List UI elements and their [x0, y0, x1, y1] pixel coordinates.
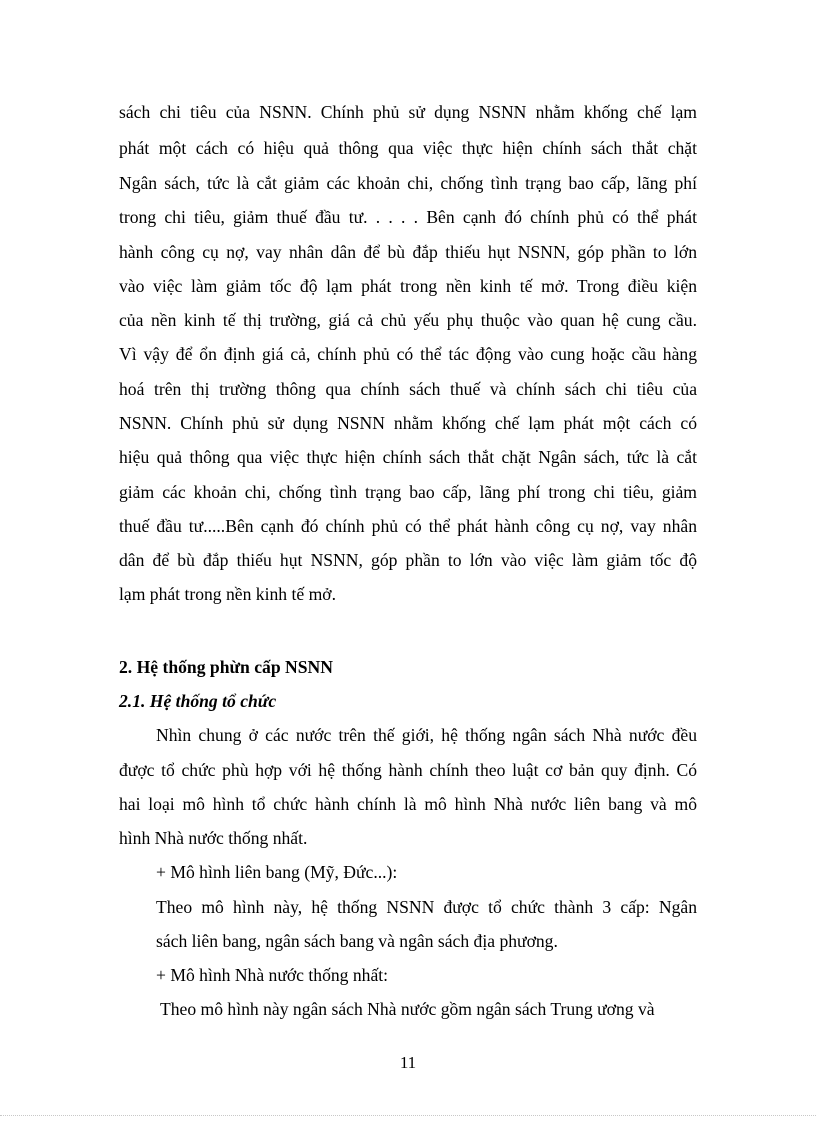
body-line: hành công cụ nợ, vay nhân dân để bù đắp thiếu hụt NSNN, góp phần to lớn: [119, 242, 697, 262]
body-line: Nhìn chung ở các nước trên thế giới, hệ thống ngân sách Nhà nước đều: [156, 725, 697, 745]
body-line: NSNN. Chính phủ sử dụng NSNN nhằm khống chế lạm phát một cách có: [119, 413, 697, 433]
section-heading: 2. Hệ thống phừn cấp NSNN: [119, 657, 333, 677]
body-line: Vì vậy để ổn định giá cả, chính phủ có thể tác động vào cung hoặc cầu hàng: [119, 344, 697, 364]
body-line: sách liên bang, ngân sách bang và ngân sách địa phương.: [156, 931, 558, 951]
list-item: + Mô hình liên bang (Mỹ, Đức...):: [156, 862, 398, 882]
body-line: Theo mô hình này, hệ thống NSNN được tổ chức thành 3 cấp: Ngân: [156, 897, 697, 917]
list-item: + Mô hình Nhà nước thống nhất:: [156, 965, 389, 985]
subsection-heading: 2.1. Hệ thống tổ chức: [119, 691, 277, 711]
page-bottom-divider: [0, 1115, 816, 1116]
body-line: dân để bù đắp thiếu hụt NSNN, góp phần to lớn vào việc làm giảm tốc độ: [119, 550, 697, 570]
body-line: Theo mô hình này ngân sách Nhà nước gồm ngân sách Trung ương và: [160, 999, 655, 1019]
body-line: hoá trên thị trường thông qua chính sách thuế và chính sách chi tiêu của: [119, 379, 697, 399]
body-line: giảm các khoản chi, chống tình trạng bao cấp, lãng phí trong chi tiêu, giảm: [119, 482, 697, 502]
body-line: phát một cách có hiệu quả thông qua việc thực hiện chính sách thắt chặt: [119, 138, 697, 158]
body-line: của nền kinh tế thị trường, giá cả chủ yếu phụ thuộc vào quan hệ cung cầu.: [119, 310, 697, 330]
body-line: hai loại mô hình tổ chức hành chính là mô hình Nhà nước liên bang và mô: [119, 794, 697, 814]
body-line: sách chi tiêu của NSNN. Chính phủ sử dụng NSNN nhằm khống chế lạm: [119, 102, 697, 122]
body-line: hình Nhà nước thống nhất.: [119, 828, 308, 848]
body-line: lạm phát trong nền kinh tế mở.: [119, 584, 336, 604]
body-line: thuế đầu tư.....Bên cạnh đó chính phủ có thể phát hành công cụ nợ, vay nhân: [119, 516, 697, 536]
body-line: hiệu quả thông qua việc thực hiện chính sách thắt chặt Ngân sách, tức là cắt: [119, 447, 697, 467]
body-line: được tổ chức phù hợp với hệ thống hành chính theo luật cơ bản quy định. Có: [119, 760, 697, 780]
page-number: 11: [399, 1053, 417, 1072]
body-line: vào việc làm giảm tốc độ lạm phát trong nền kinh tế mở. Trong điều kiện: [119, 276, 697, 296]
body-line: trong chi tiêu, giảm thuế đầu tư. . . . . Bên cạnh đó chính phủ có thể phát: [119, 207, 697, 227]
body-line: Ngân sách, tức là cắt giảm các khoản chi, chống tình trạng bao cấp, lãng phí: [119, 173, 697, 193]
